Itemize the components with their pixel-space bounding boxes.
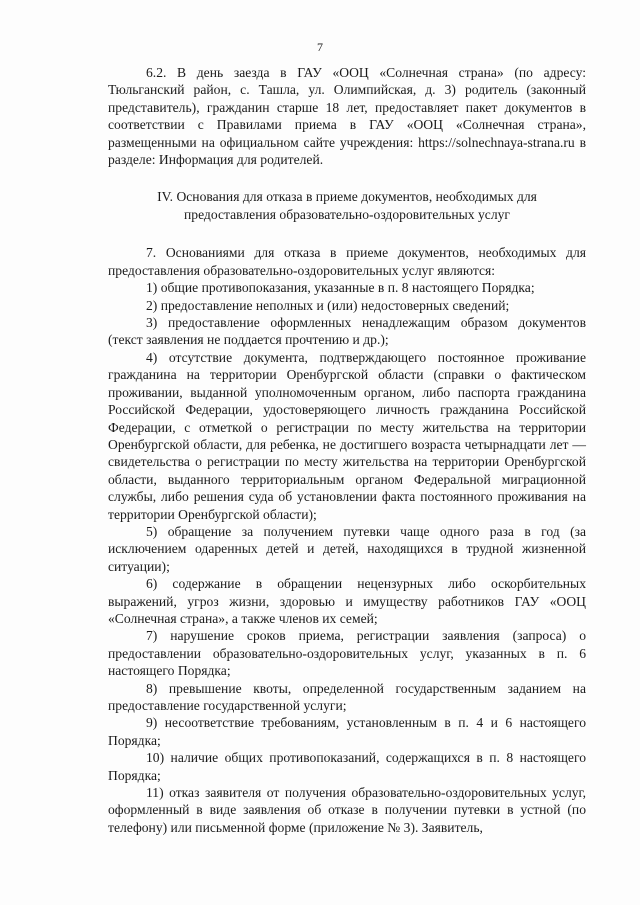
paragraph-6-2: 6.2. В день заезда в ГАУ «ООЦ «Солнечная страна» (по адресу: Тюльганский район, с. Ташла, ул. Олимпийская, д. 3) родитель (законный представитель), гражданин старше 18 лет, предоставляет пакет документов в соответствии с Правилами приема в ГАУ «ООЦ «Солнечная страна», размещенными на официальном сайте учреждения: https://solnechnaya-strana.ru в разделе: Информация для родителей.: [108, 65, 586, 168]
document-body: [108, 64, 586, 836]
list-item-10: 10) наличие общих противопоказаний, содержащихся в п. 8 настоящего Порядка;: [108, 750, 586, 783]
section-heading-iv: IV. Основания для отказа в приеме документов, необходимых для предоставления образовательно-оздоровительных услуг: [157, 189, 537, 223]
list-item-1: 1) общие противопоказания, указанные в п. 8 настоящего Порядка;: [146, 280, 535, 296]
list-item-3: 3) предоставление оформленных ненадлежащим образом документов (текст заявления не поддается прочтению и др.);: [108, 315, 586, 348]
list-item-7: 7) нарушение сроков приема, регистрации заявления (запроса) о предоставлении образовательно-оздоровительных услуг, указанных в п. 6 настоящего Порядка;: [108, 628, 586, 679]
list-item-6: 6) содержание в обращении нецензурных либо оскорбительных выражений, угроз жизни, здоровью и имуществу работников ГАУ «ООЦ «Солнечная страна», а также членов их семей;: [108, 576, 586, 626]
list-item-5: 5) обращение за получением путевки чаще одного раза в год (за исключением одаренных детей и детей, находящихся в трудной жизненной ситуации);: [108, 523, 586, 574]
list-item-4: 4) отсутствие документа, подтверждающего постоянное проживание гражданина на территории Оренбургской области (справки о фактическом проживании, выданной уполномоченным органом, либо паспорта гражданина Российской Федерации, удостоверяющего личность гражданина Российской Федерации, с отметкой о регистрации по месту жительства на территории Оренбургской области, для ребенка, не достигшего возраста четырнадцати лет — свидетельства о регистрации по месту жительства на территории Оренбургской области, выданного территориальным органом Федеральной миграционной службы, либо решения суда об установлении факта постоянного проживания на территории Оренбургской области);: [108, 349, 586, 522]
list-item-2: 2) предоставление неполных и (или) недостоверных сведений;: [146, 297, 510, 313]
list-item-8: 8) превышение квоты, определенной государственным заданием на предоставление государственной услуги;: [108, 680, 586, 713]
page-number: 7: [317, 40, 323, 54]
paragraph-7: 7. Основаниями для отказа в приеме документов, необходимых для предоставления образовательно-оздоровительных услуг являются:: [108, 245, 586, 278]
list-item-9: 9) несоответствие требованиям, установленным в п. 4 и 6 настоящего Порядка;: [108, 715, 586, 748]
list-item-11: 11) отказ заявителя от получения образовательно-оздоровительных услуг, оформленный в виде заявления об отказе в получении путевки в устной (по телефону) или письменной форме (приложение № 3). Заявитель,: [108, 785, 586, 835]
